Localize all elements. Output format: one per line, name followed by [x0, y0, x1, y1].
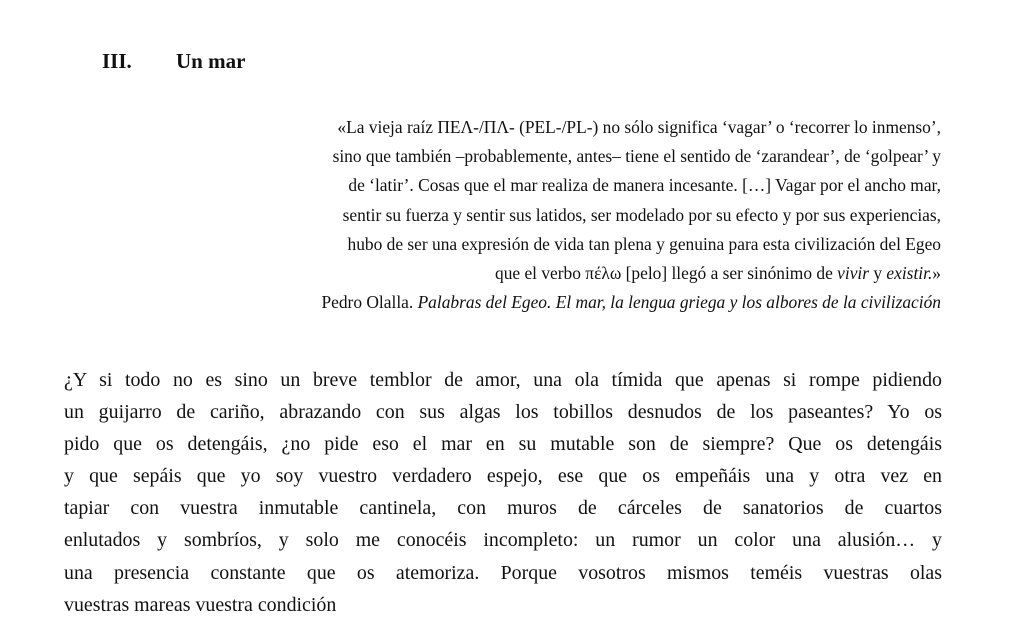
paragraph-line: ¿Y si todo no es sino un breve temblor de amor, una ola tímida que apenas si rompe pidiendo [64, 369, 942, 391]
epigraph-line: «La vieja raíz ΠΕΛ-/ΠΛ- (PEL-/PL-) no sólo significa ‘vagar’ o ‘recorrer lo inmenso’, [337, 117, 941, 137]
epigraph-author: Pedro Olalla. [321, 292, 418, 313]
section-title: Un mar [176, 49, 246, 73]
closing-quote: » [932, 263, 941, 284]
body-paragraph [64, 364, 942, 621]
emphasis-existir: existir. [886, 263, 933, 284]
section-heading [102, 46, 245, 76]
epigraph-text: y [869, 263, 887, 284]
epigraph-line: hubo de ser una expresión de vida tan plena y genuina para esta civilización del Egeo [347, 233, 941, 254]
paragraph-line: y que sepáis que yo soy vuestro verdadero espejo, ese que os empeñáis una y otra vez en [64, 465, 942, 488]
epigraph-line: sino que también –probablemente, antes– tiene el sentido de ‘zarandear’, de ‘golpear’ y [332, 146, 941, 167]
section-number: III. [102, 49, 132, 73]
epigraph-work-title: Palabras del Egeo. El mar, la lengua griega y los albores de la civilización [417, 292, 941, 313]
epigraph-line [150, 259, 941, 288]
epigraph-text: que el verbo πέλω [pelo] llegó a ser sinónimo de [495, 263, 838, 284]
epigraph-line: de ‘latir’. Cosas que el mar realiza de manera incesante. […] Vagar por el ancho mar, [348, 175, 941, 196]
paragraph-line: una presencia constante que os atemoriza. Porque vosotros mismos teméis vuestras olas [64, 561, 942, 584]
epigraph-attribution [150, 288, 941, 317]
emphasis-vivir: vivir [837, 263, 870, 284]
paragraph-line: un guijarro de cariño, abrazando con sus algas los tobillos desnudos de los paseantes? Yo os [64, 401, 942, 424]
paragraph-line: enlutados y sombríos, y solo me conocéis incompleto: un rumor un color una alusión… y [64, 529, 942, 552]
paragraph-line: vuestras mareas vuestra condición [64, 593, 337, 616]
paragraph-line: tapiar con vuestra inmutable cantinela, con muros de cárceles de sanatorios de cuartos [64, 497, 942, 520]
epigraph-line: sentir su fuerza y sentir sus latidos, ser modelado por su efecto y por sus experiencias, [342, 204, 941, 225]
paragraph-line: pido que os detengáis, ¿no pide eso el mar en su mutable son de siempre? Que os detengáis [64, 433, 942, 456]
epigraph [150, 113, 941, 317]
